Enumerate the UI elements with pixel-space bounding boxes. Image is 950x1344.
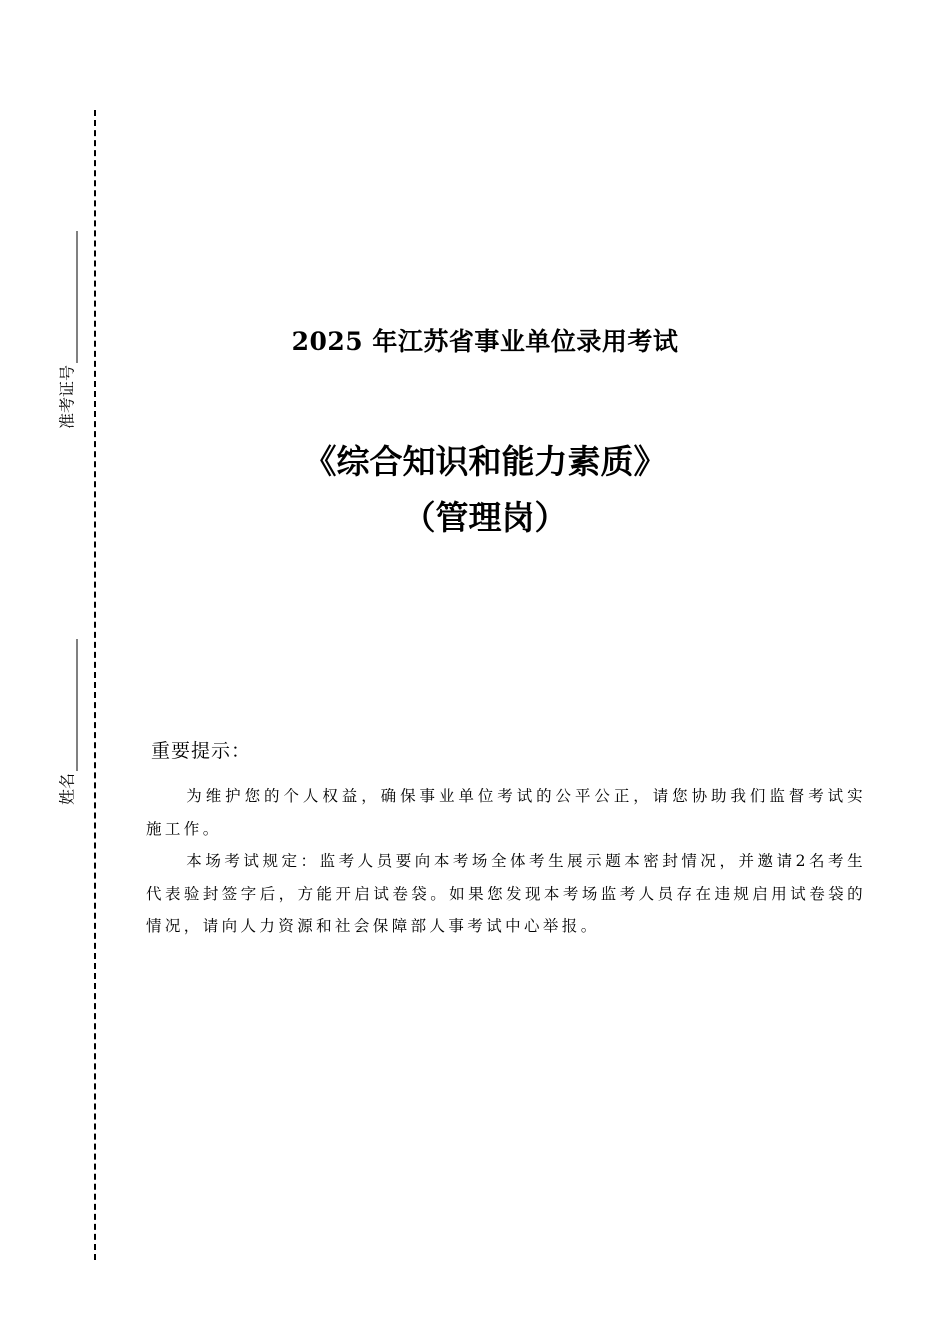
name-blank[interactable] bbox=[63, 639, 78, 771]
notice-paragraph-1: 为维护您的个人权益，确保事业单位考试的公平公正，请您协助我们监督考试实施工作。 bbox=[146, 787, 866, 838]
exam-title: 2025 年江苏省事业单位录用考试 bbox=[291, 327, 679, 356]
binding-dashed-line bbox=[94, 110, 96, 1260]
notice-heading: 重要提示： bbox=[151, 740, 252, 762]
notice-body bbox=[146, 780, 866, 943]
name-field bbox=[55, 639, 78, 805]
name-label: 姓名 bbox=[57, 772, 77, 806]
notice-paragraph-2: 本场考试规定：监考人员要向本考场全体考生展示题本密封情况，并邀请2名考生代表验封签字后，方能开启试卷袋。如果您发现本考场监考人员存在违规启用试卷袋的情况，请向人力资源和社会保障部人事考试中心举报。 bbox=[146, 852, 866, 935]
exam-id-label: 准考证号 bbox=[57, 364, 77, 430]
paper-title: 《综合知识和能力素质》 bbox=[303, 442, 667, 481]
paper-subtitle: （管理岗） bbox=[402, 498, 568, 537]
